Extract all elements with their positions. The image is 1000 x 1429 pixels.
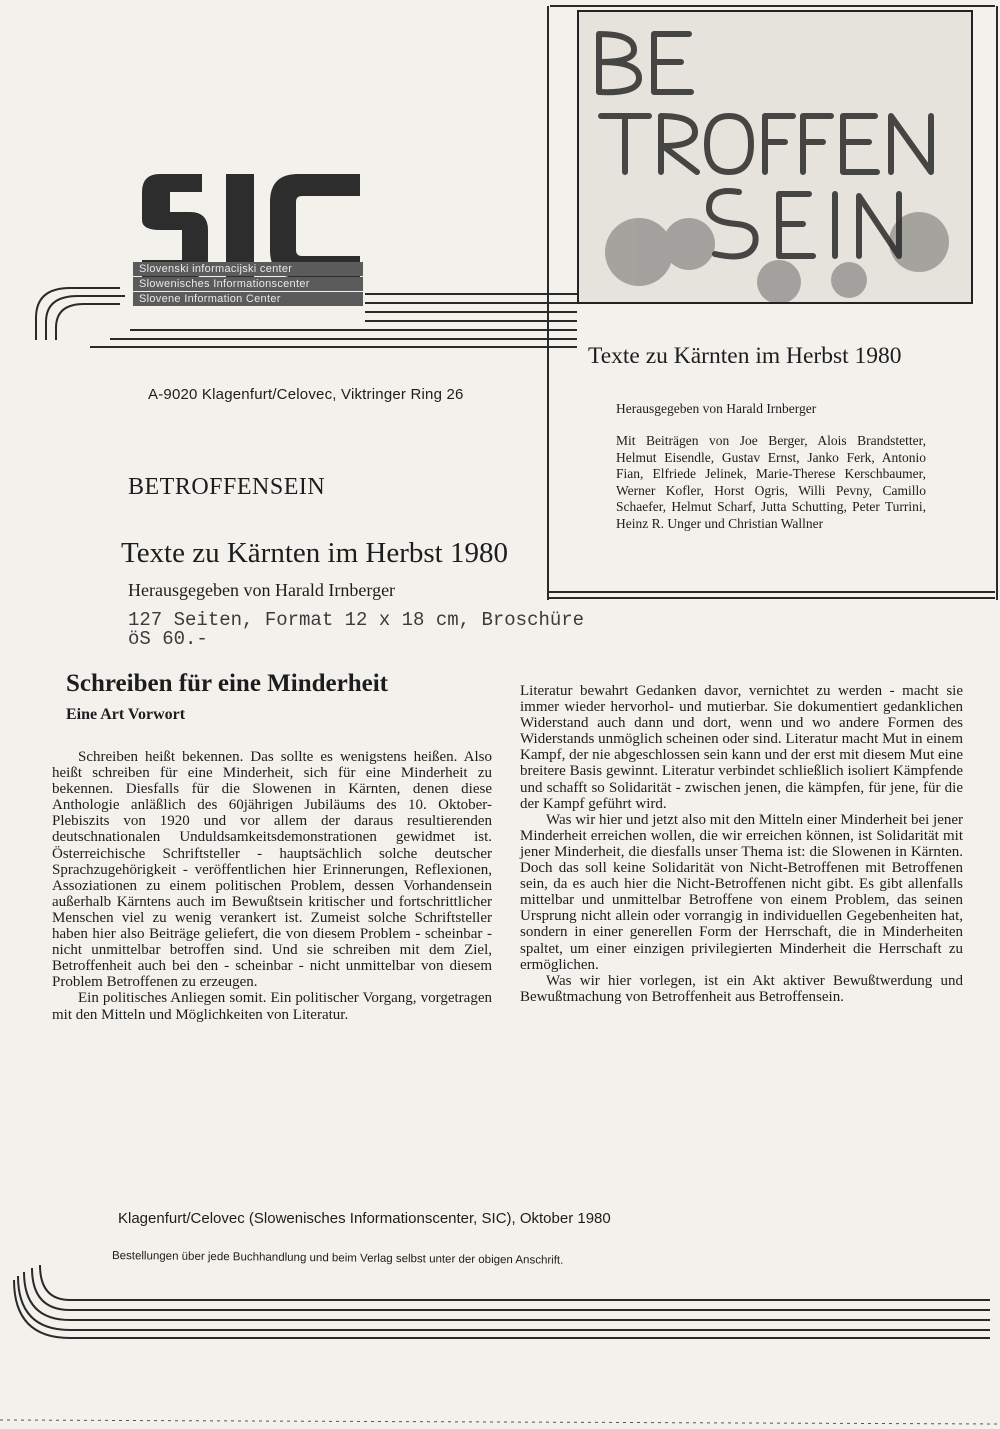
article-column-right [520,683,963,1005]
cover-subtitle: Texte zu Kärnten im Herbst 1980 [588,343,902,369]
logo-subtitle-lines [133,262,363,307]
article-paragraph: Was wir hier und jetzt also mit den Mitteln einer Minderheit bei jener Minderheit erreichen wollen, die wir erreichen können, ist Solidarität mit jener Minderheit, die diesfalls unser Thema ist: die Slowenen in Kärnten. Doch das soll keine Solidarität von Nicht-Betroffenen mit Betroffenen sein, da es auch hier die Nicht-Betroffenen nicht gibt. Es gibt allenfalls mittelbar und unmittelbar Betroffene von einem Problem, das seinen Ursprung nicht allein oder vorrangig in individuellen Gegebenheiten hat, sondern in einer generellen Form der Herrschaft, die in Minderheiten spaltet, um einer einzigen privilegierten Minderheit die Herrschaft zu ermöglichen. [520,811,964,973]
book-details-format: 127 Seiten, Format 12 x 18 cm, Broschüre [128,609,585,631]
book-editor: Herausgegeben von Harald Irnberger [128,580,396,600]
logo-line-german: Slowenisches Informationscenter [133,277,363,291]
article-paragraph: Ein politisches Anliegen somit. Ein politischer Vorgang, vorgetragen mit den Mitteln und Möglichkeiten von Literatur. [52,990,492,1023]
logo-line-slovene: Slovenski informacijski center [133,262,363,276]
article-paragraph: Literatur bewahrt Gedanken davor, vernichtet zu werden - macht sie immer wieder hervorhol- und mutierbar. Sie dokumentiert gedanklichen Widerstand auch dann und dort, wenn und wo andere Formen des Widerstands unmöglich scheinen oder sind. Literatur macht Mut in einem Kampf, der nie abgeschlossen sein kann und der erst mit diesem Mut eine breitere Basis gewinnt. Literatur verbindet schließlich isoliert Kämpfende und schafft so Solidarität - zwischen jenen, die kämpfen, für jene, für die der Kampf geführt wird. [520,683,963,812]
book-subtitle: Texte zu Kärnten im Herbst 1980 [121,537,508,569]
logo-line-english: Slovene Information Center [133,292,363,306]
publisher-address: A-9020 Klagenfurt/Celovec, Viktringer Ring 26 [148,386,464,403]
article-column-left [52,749,492,1023]
book-title: BETROFFENSEIN [128,474,326,500]
book-details [128,611,728,649]
book-cover-illustration [577,10,973,304]
publisher-line: Klagenfurt/Celovec (Slowenisches Informationscenter, SIC), Oktober 1980 [118,1210,611,1227]
article-paragraph: Schreiben heißt bekennen. Das sollte es wenigstens heißen. Also heißt schreiben für eine Minderheit, sich für eine Minderheit zu bekennen. Diesfalls für die Slowenen in Kärnten, denen diese Anthologie anläßlich des 60jährigen Jubiläums des 10. Oktober-Plebiszits von 1920 und vor allem der daraus resultierenden deutschnationalen Unduldsamkeitsdemonstrationen gewidmet ist. Österreichische Schriftsteller - hauptsächlich solche deutscher Sprachzugehörigkeit - veröffentlichen hier Erinnerungen, Reflexionen, Assoziationen zu einem politischen Problem, dessen Vorhandensein außerhalb Kärntens auch im Bewußtsein kritischer und fortschrittlicher Menschen viel zu wenig verankert ist. Zumeist solche Schriftsteller haben hier also Beiträge geliefert, die von diesem Problem - scheinbar - nicht unmittelbar betroffen sind. Und sie schreiben mit dem Ziel, Betroffenheit auch bei den - scheinbar - nicht unmittelbar von diesem Problem Betroffenen zu erzeugen. [52,749,492,991]
cover-art [579,12,971,302]
article-paragraph: Was wir hier vorlegen, ist ein Akt aktiver Bewußtwerdung und Bewußtmachung von Betroffenheit aus Betroffensein. [520,972,963,1005]
cover-contributors: Mit Beiträgen von Joe Berger, Alois Brandstetter, Helmut Eisendle, Gustav Ernst, Janko Ferk, Antonio Fian, Elfriede Jelinek, Marie-Therese Kerschbaumer, Werner Kofler, Horst Ogris, Willi Pevny, Camillo Schaefer, Helmut Scharf, Jutta Schutting, Peter Turrini, Heinz R. Unger und Christian Wallner [616,433,926,531]
cover-editor: Herausgegeben von Harald Irnberger [616,401,817,416]
article-title: Schreiben für eine Minderheit [66,670,388,697]
article-subtitle: Eine Art Vorwort [66,706,186,723]
book-details-price: öS 60.- [128,628,208,650]
order-info: Bestellungen über jede Buchhandlung und beim Verlag selbst unter der obigen Anschrift. [111,1250,564,1267]
